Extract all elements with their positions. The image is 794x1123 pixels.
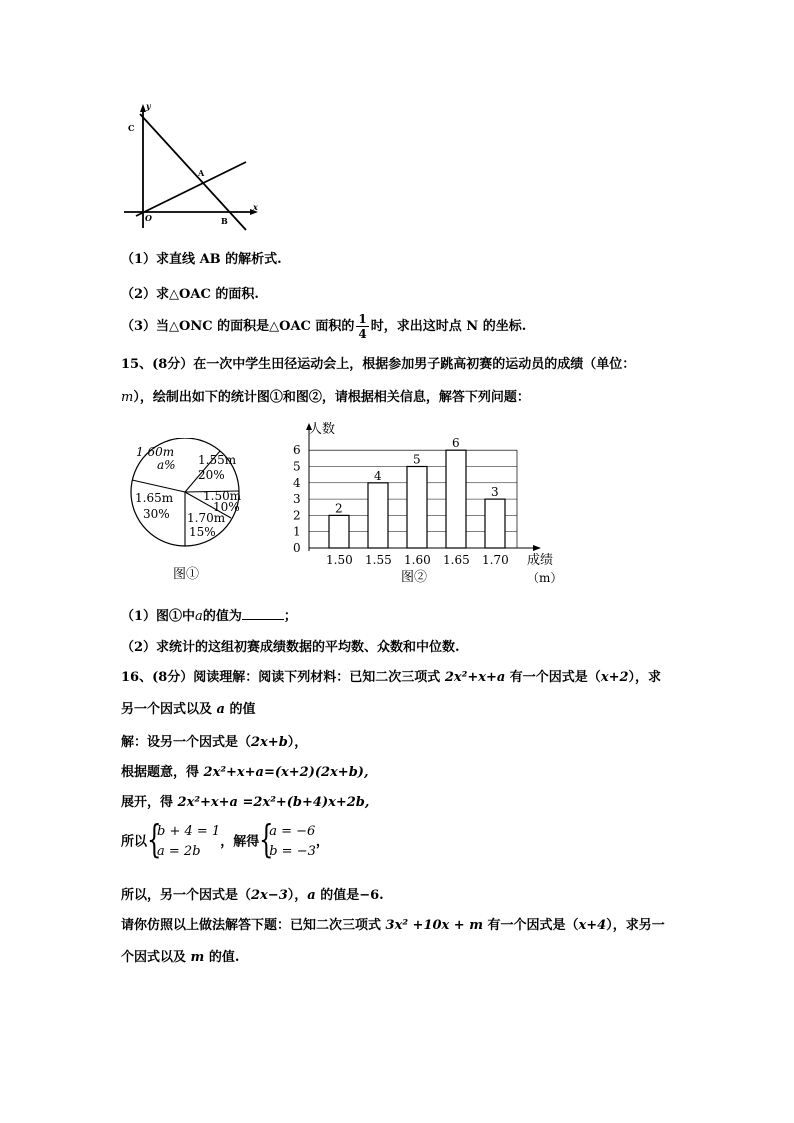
q14-part2: （2）求△OAC 的面积. bbox=[121, 287, 259, 302]
q16-intro1-pre: 16、(8分）阅读理解：阅读下列材料：已知二次三项式 bbox=[121, 670, 445, 685]
pie-chart bbox=[123, 438, 259, 550]
q16-intro-line2 bbox=[121, 698, 256, 717]
q16-concl-pre: 所以，另一个因式是（ bbox=[121, 888, 252, 903]
q16-task-line2 bbox=[121, 946, 239, 965]
q16-intro2-pre: 另一个因式以及 bbox=[121, 702, 217, 717]
pie-pct-165: 30% bbox=[143, 507, 170, 521]
y-tick-label: 6 bbox=[293, 443, 301, 458]
bar-xlabel: 成绩 bbox=[527, 553, 554, 568]
label-b: B bbox=[221, 216, 228, 226]
frac-numerator: 1 bbox=[358, 312, 367, 326]
fraction-one-quarter bbox=[356, 312, 368, 341]
q16-equation-systems bbox=[121, 817, 329, 862]
x-tick-label: 1.70 bbox=[482, 553, 509, 567]
q16-intro1-post: ），求 bbox=[628, 670, 662, 685]
pie-caption: 图① bbox=[173, 567, 200, 582]
pie-label-170: 1.70m bbox=[187, 511, 226, 525]
y-tick-label: 4 bbox=[293, 475, 301, 490]
q14-part3-pre: （3）当△ONC 的面积是△OAC 面积的 bbox=[121, 319, 355, 334]
bar-chart bbox=[283, 418, 563, 590]
bar bbox=[329, 515, 349, 548]
q16-concl-var: a bbox=[307, 888, 316, 903]
pie-label-165: 1.65m bbox=[135, 491, 174, 505]
q16-concl-expr: 2x−3 bbox=[251, 888, 288, 903]
bar-value-label: 2 bbox=[335, 501, 343, 516]
pie-pct-150: 10% bbox=[213, 500, 240, 514]
pie-label-160: 1.60m bbox=[136, 445, 175, 459]
q15-question1 bbox=[121, 605, 297, 624]
y-tick-label: 5 bbox=[293, 459, 301, 474]
x-axis-arrow bbox=[533, 545, 541, 551]
x-tick-label: 1.55 bbox=[365, 553, 392, 567]
system1-eq2: a = 2b bbox=[157, 844, 201, 859]
q16-solution-line1 bbox=[121, 731, 307, 750]
q16-intro1-expr: 2x²+x+a bbox=[444, 670, 506, 685]
q16-task1-post: ），求另一 bbox=[606, 918, 665, 933]
frac-denominator: 4 bbox=[358, 327, 367, 341]
x-tick-label: 1.60 bbox=[404, 553, 431, 567]
q16-sys-end: ， bbox=[315, 834, 329, 850]
q16-sys-pre: 所以 bbox=[121, 834, 148, 850]
q16-task1-mid: 有一个因式是（ bbox=[482, 918, 579, 933]
label-x: x bbox=[253, 202, 258, 212]
q16-sol3-expr: 2x²+x+a =2x²+(b+4)x+2b, bbox=[177, 795, 370, 810]
var-a: a bbox=[195, 609, 203, 624]
label-a: A bbox=[198, 168, 205, 178]
pie-pct-170: 15% bbox=[189, 525, 216, 539]
q16-intro1-factor: x+2 bbox=[600, 670, 629, 685]
q16-intro2-post: 的值 bbox=[224, 702, 256, 717]
bar-value-label: 6 bbox=[452, 436, 460, 451]
bar bbox=[446, 450, 466, 548]
q14-part3-post: 时，求出这时点 N 的坐标. bbox=[370, 319, 527, 334]
q16-task1-factor: x+4 bbox=[578, 918, 607, 933]
bar bbox=[407, 467, 427, 549]
q15-question2: （2）求统计的这组初赛成绩数据的平均数、众数和中位数. bbox=[121, 640, 460, 655]
q15-q1-post: 的值为 bbox=[202, 609, 242, 624]
bar-chart-bars bbox=[326, 436, 509, 567]
q16-sol1-post: ）， bbox=[287, 735, 308, 750]
q16-solution-line2 bbox=[121, 761, 368, 780]
q16-intro-line1 bbox=[121, 666, 661, 685]
q16-intro2-var: a bbox=[216, 702, 225, 717]
q15-intro-line2 bbox=[121, 386, 530, 405]
label-y: y bbox=[146, 101, 151, 111]
label-o: O bbox=[145, 213, 152, 223]
q15-intro-line1: 15、(8分）在一次中学生田径运动会上，根据参加男子跳高初赛的运动员的成绩（单位： bbox=[121, 357, 636, 372]
q16-sol1-pre: 解：设另一个因式是（ bbox=[121, 735, 252, 750]
q15-q1-end: ； bbox=[283, 609, 297, 624]
pie-pct-160: a% bbox=[157, 458, 176, 472]
q16-sys-mid: ，解得 bbox=[220, 834, 260, 850]
q16-concl-post: 的值是−6. bbox=[315, 888, 384, 903]
label-c: C bbox=[128, 123, 135, 133]
bar bbox=[368, 483, 388, 548]
equation-system-1 bbox=[147, 817, 221, 862]
system2-eq1: a = −6 bbox=[269, 824, 316, 839]
x-tick-label: 1.65 bbox=[443, 553, 470, 567]
q16-sol2-expr: 2x²+x+a=(x+2)(2x+b), bbox=[203, 765, 369, 780]
coordinate-graph bbox=[118, 100, 266, 232]
q16-task2-pre: 个因式以及 bbox=[121, 950, 191, 965]
bar-caption: 图② bbox=[401, 570, 428, 585]
q16-task1-expr: 3x² +10x + m bbox=[385, 918, 483, 933]
system1-eq1: b + 4 = 1 bbox=[157, 824, 221, 839]
pie-label-150: 1.50m bbox=[203, 489, 242, 503]
bar-value-label: 5 bbox=[413, 452, 421, 467]
q14-part1: （1）求直线 AB 的解析式. bbox=[121, 252, 282, 267]
bar-xunit: （m） bbox=[527, 571, 563, 585]
y-tick-label: 0 bbox=[293, 541, 301, 555]
brace-icon: { bbox=[147, 817, 162, 861]
system2-eq2: b = −3 bbox=[269, 844, 316, 859]
x-tick-label: 1.50 bbox=[326, 553, 353, 567]
q16-task2-var: m bbox=[190, 950, 205, 965]
q16-sol1-expr: 2x+b bbox=[251, 735, 288, 750]
y-tick-label: 3 bbox=[293, 492, 301, 507]
q14-part3 bbox=[121, 312, 526, 341]
q16-concl-mid: ）， bbox=[287, 888, 308, 903]
unit-var-m: m bbox=[121, 390, 134, 405]
bar-ylabel: 人数 bbox=[309, 422, 336, 437]
q15-intro-line2-rest: ），绘制出如下的统计图①和图②，请根据相关信息，解答下列问题： bbox=[133, 390, 530, 405]
brace-icon: { bbox=[259, 817, 274, 861]
q16-conclusion bbox=[121, 884, 384, 903]
q15-q1-pre: （1）图①中 bbox=[121, 609, 196, 624]
y-tick-label: 2 bbox=[293, 508, 301, 523]
q16-sol3-pre: 展开，得 bbox=[121, 795, 178, 810]
q16-intro1-mid: 有一个因式是（ bbox=[505, 670, 601, 685]
q16-task2-post: 的值. bbox=[204, 950, 240, 965]
q16-task1-pre: 请你仿照以上做法解答下题：已知二次三项式 bbox=[121, 918, 386, 933]
bar bbox=[485, 499, 505, 548]
q16-task-line1 bbox=[121, 914, 665, 933]
q16-sol2-pre: 根据题意，得 bbox=[121, 765, 204, 780]
answer-blank[interactable] bbox=[242, 607, 284, 620]
pie-label-155: 1.55m bbox=[198, 453, 237, 467]
bar-value-label: 3 bbox=[491, 485, 499, 500]
pie-pct-155: 20% bbox=[198, 468, 225, 482]
bar-value-label: 4 bbox=[374, 468, 382, 483]
y-tick-label: 1 bbox=[293, 524, 301, 539]
q16-solution-line3 bbox=[121, 791, 369, 810]
equation-system-2 bbox=[259, 817, 316, 862]
